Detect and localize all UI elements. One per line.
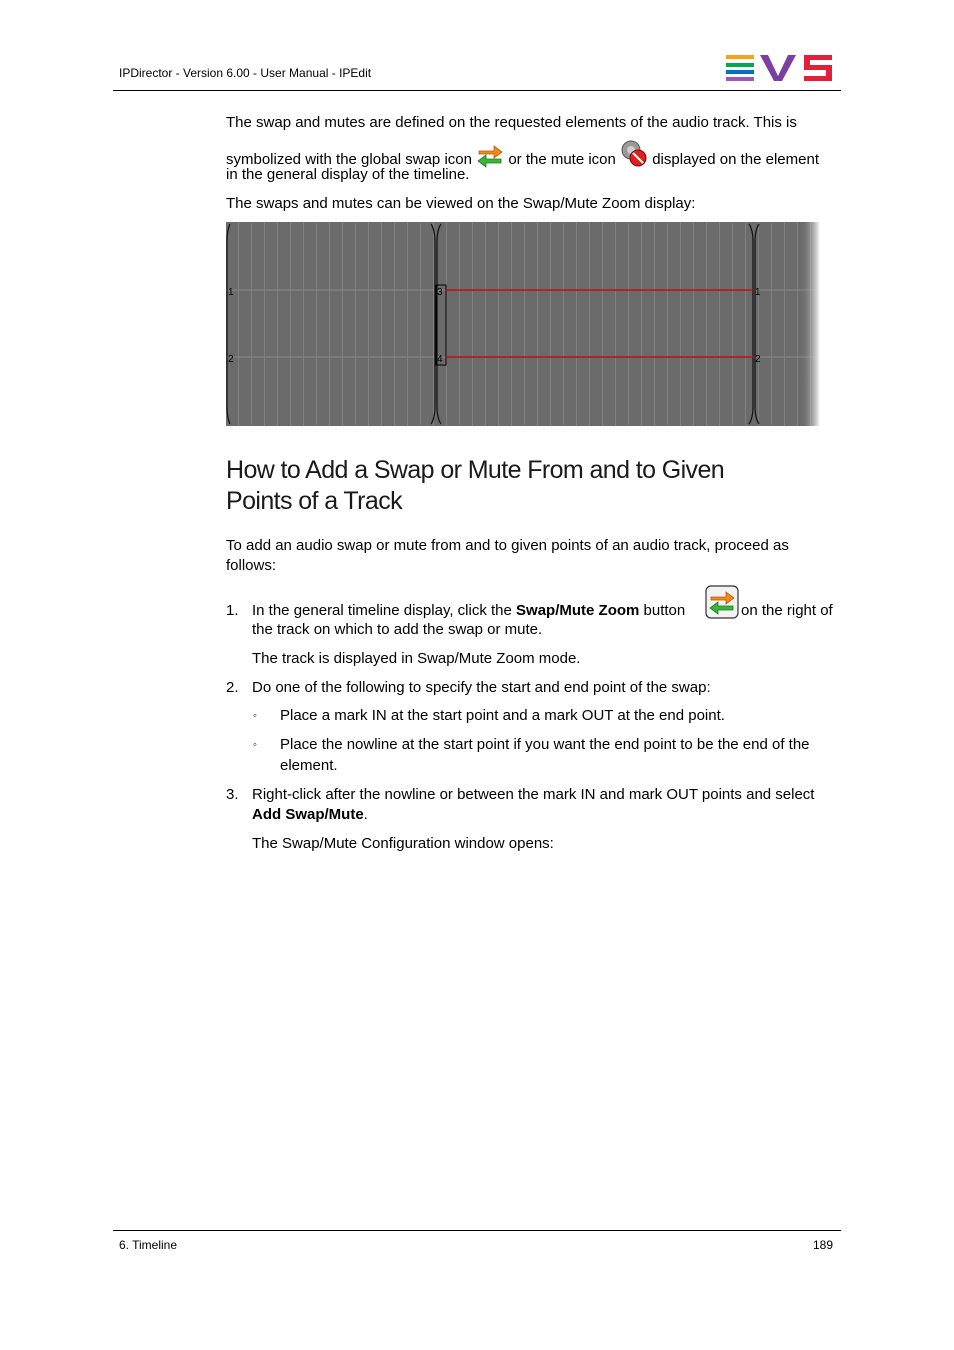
step-1-number: 1. <box>226 602 239 619</box>
section-heading <box>226 455 826 517</box>
step-2-option-2-line-2: element. <box>280 757 338 774</box>
footer-rule <box>113 1230 841 1231</box>
intro-text-b: or the mute icon <box>508 151 616 168</box>
right-label-2: 2 <box>755 354 761 365</box>
step-1-text-c: on the right of <box>741 602 833 619</box>
step-2-text: Do one of the following to specify the start and end point of the swap: <box>252 679 711 696</box>
step-2-option-1: Place a mark IN at the start point and a mark OUT at the end point. <box>280 707 725 724</box>
section-heading-line-1: How to Add a Swap or Mute From and to Given <box>226 456 725 484</box>
step-3-number: 3. <box>226 786 239 803</box>
procedure-intro-line-2: follows: <box>226 557 277 574</box>
step-1-bold: Swap/Mute Zoom <box>516 602 640 619</box>
bullet-2: ◦ <box>253 739 257 751</box>
intro-text-a: symbolized with the global swap icon <box>226 151 472 168</box>
step-2-option-2-line-1: Place the nowline at the start point if you want the end point to be the end of the <box>280 736 810 753</box>
bullet-1: ◦ <box>253 710 257 722</box>
step-3-line-1: Right-click after the nowline or between the mark IN and mark OUT points and select <box>252 786 815 803</box>
step-1-result: The track is displayed in Swap/Mute Zoom mode. <box>252 650 581 667</box>
right-label-1: 1 <box>755 287 761 298</box>
procedure-intro-line-1: To add an audio swap or mute from and to given points of an audio track, proceed as <box>226 537 789 554</box>
footer-page-number: 189 <box>812 1238 833 1252</box>
step-3-bold: Add Swap/Mute <box>252 806 364 823</box>
step-1-line-2: the track on which to add the swap or mute. <box>252 621 543 638</box>
intro-line-3: in the general display of the timeline. <box>226 166 470 183</box>
step-3-line-2 <box>252 805 842 825</box>
intro-text-c: displayed on the element <box>652 151 819 168</box>
running-header: IPDirector - Version 6.00 - User Manual - IPEdit <box>119 66 372 80</box>
intro-line-4: The swaps and mutes can be viewed on the Swap/Mute Zoom display: <box>226 195 696 212</box>
middle-label-4: 4 <box>437 354 443 365</box>
left-label-1: 1 <box>228 287 234 298</box>
step-3-result: The Swap/Mute Configuration window opens: <box>252 835 554 852</box>
swap-mute-zoom-button-icon <box>705 585 739 624</box>
middle-label-3: 3 <box>437 287 443 298</box>
intro-line-1: The swap and mutes are defined on the requested elements of the audio track. This is <box>226 114 797 131</box>
step-1-text-a: In the general timeline display, click the <box>252 602 517 619</box>
step-1-text-b: button <box>639 602 686 619</box>
evs-logo <box>726 54 834 82</box>
swap-mute-zoom-display <box>226 222 820 426</box>
step-2-number: 2. <box>226 679 239 696</box>
step-3-period: . <box>363 806 368 823</box>
footer-chapter: 6. Timeline <box>119 1238 178 1252</box>
left-label-2: 2 <box>228 354 234 365</box>
section-heading-line-2: Points of a Track <box>226 487 402 515</box>
header-rule <box>113 90 841 91</box>
